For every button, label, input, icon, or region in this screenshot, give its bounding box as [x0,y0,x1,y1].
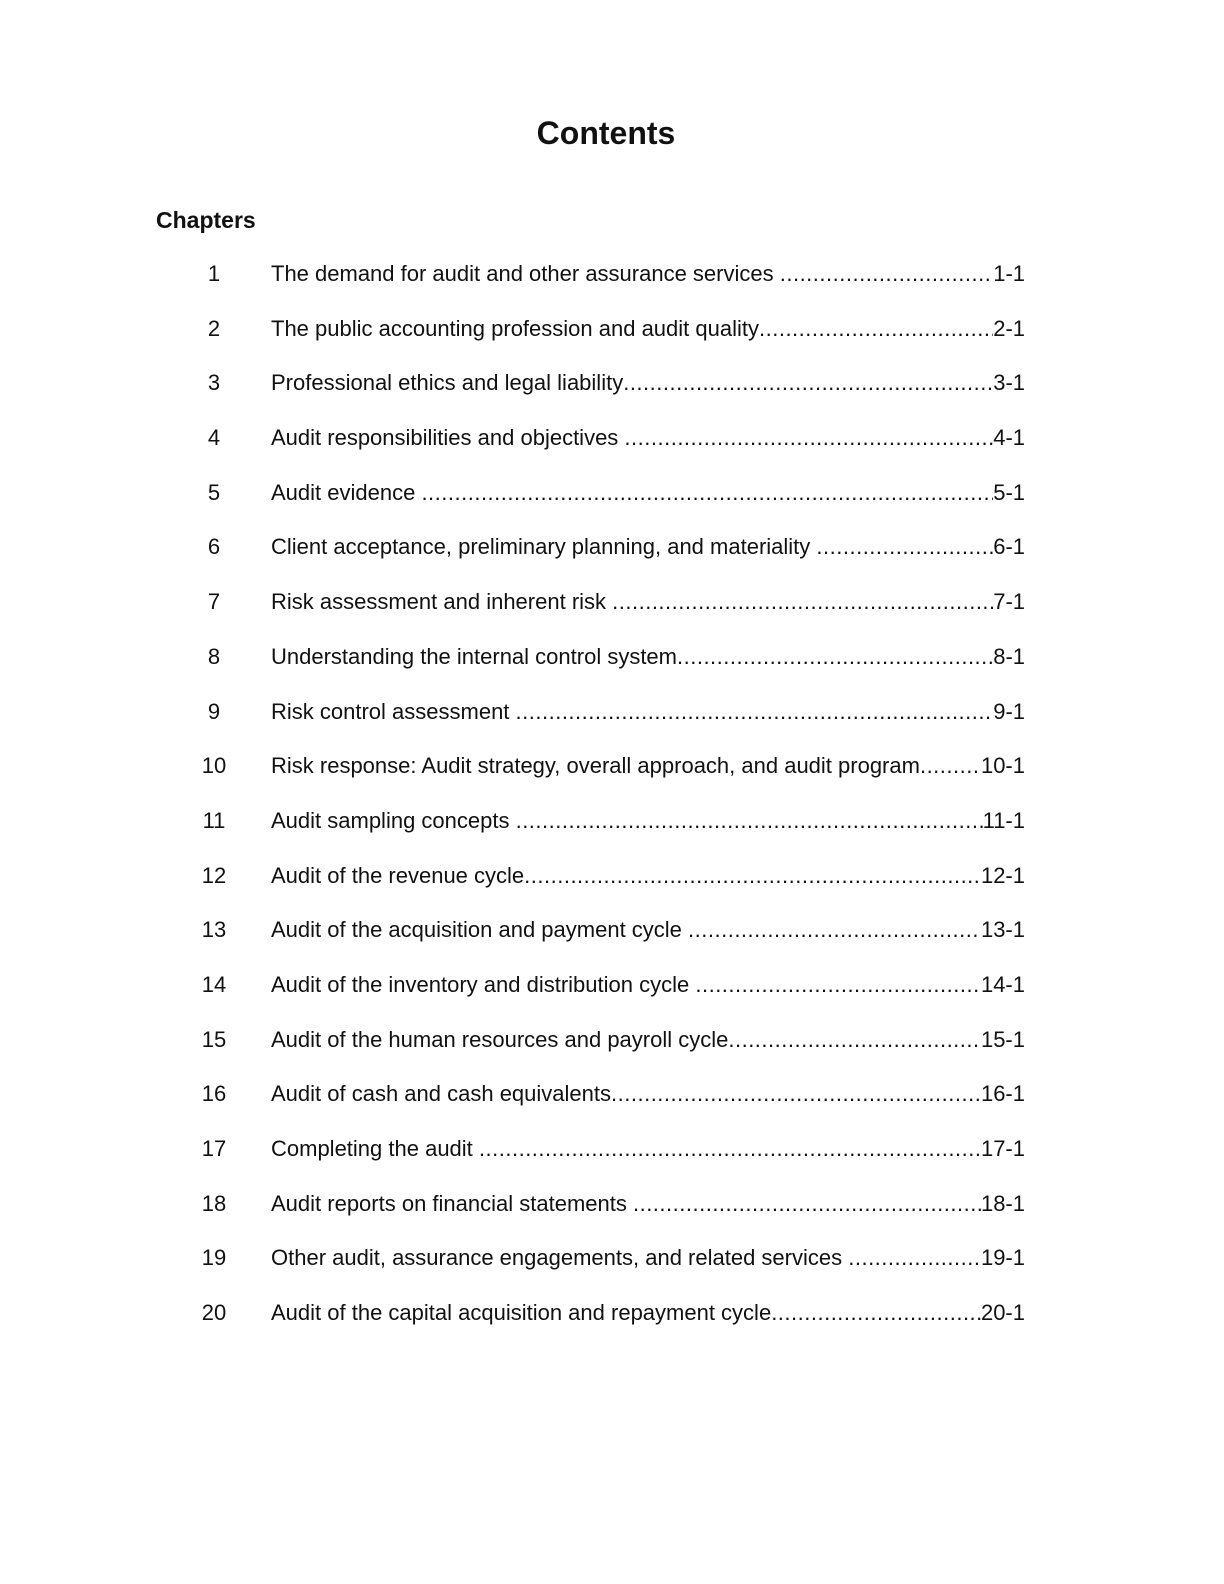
dot-leader [516,694,994,730]
toc-row [0,803,1224,858]
chapter-number: 1 [207,261,221,286]
toc-row [0,1186,1224,1241]
chapter-page-number: 18-1 [980,1190,1025,1216]
chapter-number: 11 [202,807,226,833]
chapter-number: 17 [201,1136,227,1161]
chapter-title: Audit of the revenue cycle [271,862,525,888]
chapter-page-number: 10-1 [980,753,1025,779]
chapter-title: Audit of the acquisition and payment cycle [271,917,689,943]
toc-entry [271,420,1025,456]
toc-row [0,912,1224,967]
toc-row [0,311,1224,366]
toc-row [0,420,1224,475]
toc-entry [271,803,1025,839]
chapter-title: Completing the audit [271,1136,479,1161]
toc-list [0,256,1224,1350]
section-heading: Chapters [156,207,256,233]
chapter-title: Audit responsibilities and objectives [271,425,625,451]
chapter-number: 13 [201,917,227,943]
dot-leader [771,1295,981,1331]
chapter-title: Audit of the human resources and payroll cycle [271,1026,729,1052]
dot-leader [479,1131,981,1167]
toc-row [0,967,1224,1022]
chapter-number: 12 [201,862,227,888]
chapter-number: 15 [201,1026,227,1052]
toc-entry [271,1076,1025,1112]
chapter-page-number: 20-1 [980,1300,1025,1326]
chapter-number: 2 [207,315,221,341]
chapter-number: 9 [207,698,221,724]
chapter-number: 18 [201,1190,227,1216]
toc-entry [271,1186,1025,1222]
page-title: Contents [536,115,676,151]
chapter-number: 10 [201,753,227,779]
chapter-title: Other audit, assurance engagements, and related services [271,1245,849,1271]
toc-row [0,858,1224,913]
chapter-number: 20 [201,1300,227,1326]
toc-row [0,529,1224,584]
chapter-number: 6 [207,534,221,560]
toc-row [0,365,1224,420]
dot-leader [633,1186,981,1222]
toc-entry [271,1022,1025,1058]
chapter-page-number: 13-1 [980,917,1025,943]
chapter-number: 16 [201,1081,227,1107]
chapter-number: 19 [201,1245,227,1271]
dot-leader [759,311,993,347]
dot-leader [848,1240,981,1276]
chapter-number: 8 [207,643,221,669]
toc-entry [271,1240,1025,1276]
chapter-number: 7 [207,589,221,615]
dot-leader [612,584,993,620]
toc-entry [271,1131,1025,1167]
toc-entry [271,584,1025,620]
toc-entry [271,475,1025,511]
dot-leader [688,912,981,948]
dot-leader [516,803,983,839]
dot-leader [624,420,993,456]
chapter-title: The demand for audit and other assurance services [271,261,780,286]
chapter-page-number: 3-1 [993,370,1025,396]
chapter-number: 3 [207,370,221,396]
toc-row [0,694,1224,749]
toc-row [0,256,1224,311]
dot-leader [816,529,993,565]
toc-entry [271,1295,1025,1331]
chapter-page-number: 4-1 [993,425,1025,451]
toc-row [0,1022,1224,1077]
chapter-page-number: 11-1 [982,807,1025,833]
chapter-title: Audit of the capital acquisition and repayment cycle [271,1300,772,1326]
chapter-title: The public accounting profession and audit quality [271,315,759,341]
chapter-page-number: 9-1 [993,698,1025,724]
chapter-page-number: 14-1 [980,971,1025,997]
toc-entry [271,365,1025,401]
chapter-page-number: 17-1 [980,1136,1025,1161]
chapter-title: Audit of cash and cash equivalents [271,1081,612,1107]
chapter-title: Understanding the internal control system [271,643,677,669]
toc-row [0,748,1224,803]
chapter-title: Audit sampling concepts [271,807,516,833]
chapter-page-number: 5-1 [993,479,1025,505]
dot-leader [421,475,993,511]
chapter-page-number: 16-1 [980,1081,1025,1107]
toc-row [0,584,1224,639]
toc-entry [271,748,1025,784]
chapter-title: Audit evidence [271,479,422,505]
toc-entry [271,858,1025,894]
dot-leader [623,365,993,401]
dot-leader [728,1022,981,1058]
toc-entry [271,694,1025,730]
toc-row [0,639,1224,694]
chapter-title: Risk assessment and inherent risk [271,589,613,615]
toc-row [0,1076,1224,1131]
chapter-number: 14 [201,971,227,997]
dot-leader [920,748,981,784]
chapter-title: Client acceptance, preliminary planning, and materiality [271,534,817,560]
chapter-title: Risk response: Audit strategy, overall approach, and audit program [271,753,920,779]
chapter-title: Audit of the inventory and distribution cycle [271,971,696,997]
chapter-title: Audit reports on financial statements [271,1190,633,1216]
dot-leader [677,639,993,675]
chapter-page-number: 19-1 [980,1245,1025,1271]
chapter-page-number: 8-1 [993,643,1025,669]
chapter-page-number: 1-1 [993,261,1025,286]
chapter-page-number: 12-1 [980,862,1025,888]
chapter-page-number: 6-1 [993,534,1025,560]
toc-row [0,1295,1224,1350]
dot-leader [695,967,981,1003]
dot-leader [524,858,981,894]
toc-entry [271,967,1025,1003]
chapter-number: 4 [207,425,221,451]
chapter-title: Professional ethics and legal liability [271,370,624,396]
toc-entry [271,912,1025,948]
toc-entry [271,639,1025,675]
dot-leader [780,256,993,292]
chapter-page-number: 7-1 [993,589,1025,615]
toc-row [0,475,1224,530]
toc-row [0,1131,1224,1186]
toc-entry [271,256,1025,292]
toc-entry [271,311,1025,347]
toc-row [0,1240,1224,1295]
dot-leader [611,1076,981,1112]
chapter-page-number: 2-1 [993,315,1025,341]
chapter-page-number: 15-1 [980,1026,1025,1052]
chapter-number: 5 [207,479,221,505]
chapter-title: Risk control assessment [271,698,516,724]
toc-entry [271,529,1025,565]
